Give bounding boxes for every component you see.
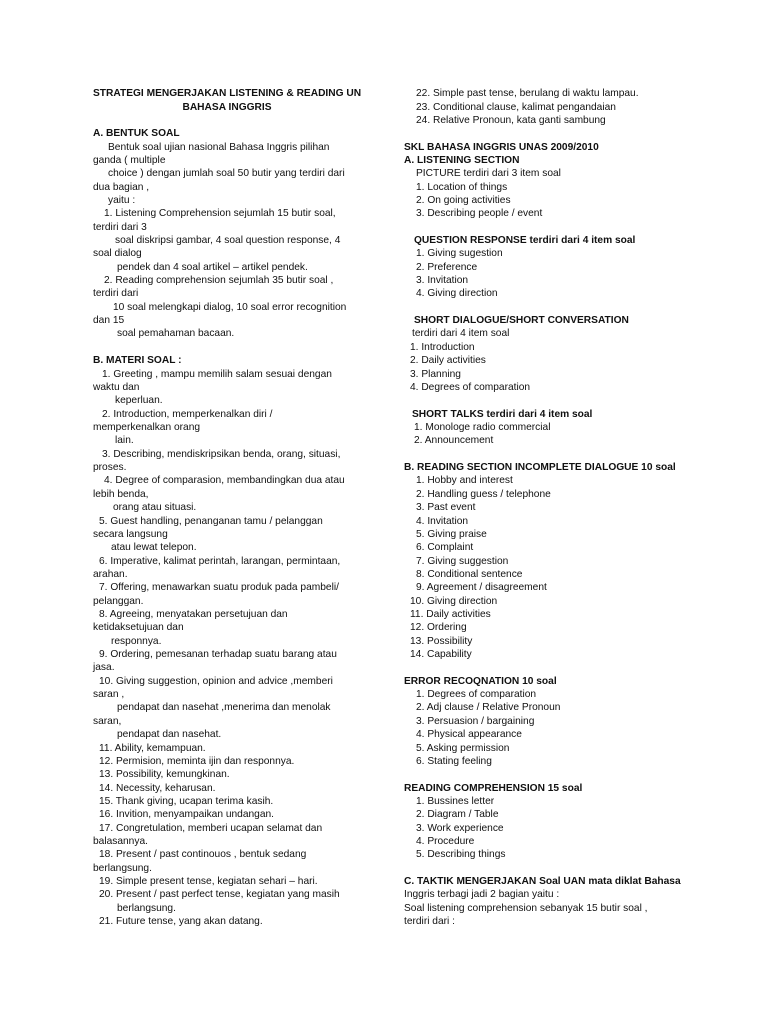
materi-line: berlangsung. (117, 903, 176, 914)
list-item: 11. Daily activities (410, 609, 491, 620)
materi-line: 16. Invition, menyampaikan undangan. (99, 809, 275, 820)
materi-line: proses. (93, 462, 127, 473)
list-item: 1. Introduction (410, 342, 475, 353)
list-item: 1. Hobby and interest (416, 475, 513, 486)
section-a-line: soal dialog (93, 248, 142, 259)
list-item: 2. Handling guess / telephone (416, 489, 551, 500)
skl-heading: SKL BAHASA INGGRIS UNAS 2009/2010 (404, 142, 599, 153)
list-item: 6. Complaint (416, 542, 474, 553)
materi-line: responnya. (111, 636, 162, 647)
section-a-line: dan 15 (93, 315, 125, 326)
materi-line: pendapat dan nasehat. (117, 729, 222, 740)
section-a-line: soal pemahaman bacaan. (117, 328, 235, 339)
list-item: 3. Work experience (416, 823, 504, 834)
materi-line: 24. Relative Pronoun, kata ganti sambung (416, 115, 606, 126)
list-item: 5. Describing things (416, 849, 506, 860)
section-a-line: terdiri dari (93, 288, 139, 299)
document-title-line-1: STRATEGI MENGERJAKAN LISTENING & READING UN (93, 88, 362, 99)
materi-line: 3. Describing, mendiskripsikan benda, orang, situasi, (102, 449, 341, 460)
list-item: 4. Invitation (416, 516, 469, 527)
section-b-heading: B. MATERI SOAL : (93, 355, 182, 366)
list-item: 1. Bussines letter (416, 796, 495, 807)
section-c-line: terdiri dari : (404, 916, 455, 927)
list-item: 1. Monologe radio commercial (414, 422, 551, 433)
materi-line: lain. (115, 435, 134, 446)
list-item: 2. Adj clause / Relative Pronoun (416, 702, 561, 713)
list-item: 2. Daily activities (410, 355, 486, 366)
list-item: 10. Giving direction (410, 596, 498, 607)
short-dialogue-subheading: terdiri dari 4 item soal (412, 328, 510, 339)
materi-line: 20. Present / past perfect tense, kegiatan yang masih (99, 889, 340, 900)
list-item: 5. Giving praise (416, 529, 487, 540)
materi-line: 15. Thank giving, ucapan terima kasih. (99, 796, 274, 807)
list-item: 12. Ordering (410, 622, 467, 633)
materi-line: pendapat dan nasehat ,menerima dan menolak (117, 702, 331, 713)
list-item: 3. Persuasion / bargaining (416, 716, 535, 727)
section-a-line: terdiri dari 3 (93, 222, 147, 233)
section-a-line: choice ) dengan jumlah soal 50 butir yang terdiri dari (108, 168, 345, 179)
materi-line: 12. Permision, meminta ijin dan responnya. (99, 756, 295, 767)
document-title-line-2: BAHASA INGGRIS (182, 102, 272, 113)
section-a-line: 2. Reading comprehension sejumlah 35 butir soal , (104, 275, 334, 286)
materi-line: 1. Greeting , mampu memilih salam sesuai dengan (102, 369, 332, 380)
section-c-heading: C. TAKTIK MENGERJAKAN Soal UAN mata diklat Bahasa (404, 876, 681, 887)
list-item: 4. Procedure (416, 836, 475, 847)
list-item: 1. Giving sugestion (416, 248, 503, 259)
section-a-line: 1. Listening Comprehension sejumlah 15 butir soal, (104, 208, 336, 219)
list-item: 4. Giving direction (416, 288, 498, 299)
materi-line: 13. Possibility, kemungkinan. (99, 769, 230, 780)
list-item: 7. Giving suggestion (416, 556, 509, 567)
section-a-line: Bentuk soal ujian nasional Bahasa Inggris pilihan (108, 142, 330, 153)
reading-section-heading: B. READING SECTION INCOMPLETE DIALOGUE 10 soal (404, 462, 676, 473)
section-a-line: ganda ( multiple (93, 155, 166, 166)
section-a-line: dua bagian , (93, 182, 150, 193)
materi-line: 10. Giving suggestion, opinion and advice ,memberi (99, 676, 333, 687)
list-item: 9. Agreement / disagreement (416, 582, 547, 593)
materi-line: 23. Conditional clause, kalimat pengandaian (416, 102, 616, 113)
list-item: 1. Location of things (416, 182, 508, 193)
picture-heading: PICTURE terdiri dari 3 item soal (416, 168, 561, 179)
materi-line: saran, (93, 716, 122, 727)
materi-line: balasannya. (93, 836, 148, 847)
section-a-line: yaitu : (108, 195, 136, 206)
materi-line: saran , (93, 689, 125, 700)
materi-line: 22. Simple past tense, berulang di waktu lampau. (416, 88, 639, 99)
short-talks-heading: SHORT TALKS terdiri dari 4 item soal (412, 409, 593, 420)
materi-line: 5. Guest handling, penanganan tamu / pelanggan (99, 516, 323, 527)
materi-line: pelanggan. (93, 596, 144, 607)
reading-comprehension-heading: READING COMPREHENSION 15 soal (404, 783, 583, 794)
listening-section-heading: A. LISTENING SECTION (404, 155, 520, 166)
materi-line: 17. Congretulation, memberi ucapan selamat dan (99, 823, 323, 834)
list-item: 2. Preference (416, 262, 478, 273)
list-item: 6. Stating feeling (416, 756, 492, 767)
materi-line: 9. Ordering, pemesanan terhadap suatu barang atau (99, 649, 337, 660)
materi-line: 14. Necessity, keharusan. (99, 783, 216, 794)
materi-line: 11. Ability, kemampuan. (99, 743, 206, 754)
materi-line: waktu dan (93, 382, 140, 393)
section-c-line: Soal listening comprehension sebanyak 15 butir soal , (404, 903, 648, 914)
list-item: 2. Diagram / Table (416, 809, 499, 820)
materi-line: 6. Imperative, kalimat perintah, larangan, permintaan, (99, 556, 341, 567)
section-c-line: Inggris terbagi jadi 2 bagian yaitu : (404, 889, 560, 900)
materi-line: arahan. (93, 569, 128, 580)
materi-line: keperluan. (115, 395, 163, 406)
list-item: 1. Degrees of comparation (416, 689, 537, 700)
materi-line: 4. Degree of comparasion, membandingkan dua atau (104, 475, 345, 486)
list-item: 5. Asking permission (416, 743, 510, 754)
list-item: 4. Physical appearance (416, 729, 522, 740)
list-item: 2. On going activities (416, 195, 511, 206)
materi-line: atau lewat telepon. (111, 542, 197, 553)
section-a-heading: A. BENTUK SOAL (93, 128, 180, 139)
materi-line: orang atau situasi. (113, 502, 197, 513)
materi-line: 7. Offering, menawarkan suatu produk pada pambeli/ (99, 582, 339, 593)
list-item: 8. Conditional sentence (416, 569, 523, 580)
list-item: 14. Capability (410, 649, 472, 660)
list-item: 13. Possibility (410, 636, 473, 647)
list-item: 2. Announcement (414, 435, 494, 446)
materi-line: 18. Present / past continouos , bentuk sedang (99, 849, 307, 860)
error-recognition-heading: ERROR RECOQNATION 10 soal (404, 676, 557, 687)
list-item: 4. Degrees of comparation (410, 382, 531, 393)
list-item: 3. Planning (410, 369, 461, 380)
materi-line: berlangsung. (93, 863, 152, 874)
section-a-line: 10 soal melengkapi dialog, 10 soal error recognition (113, 302, 347, 313)
question-response-heading: QUESTION RESPONSE terdiri dari 4 item soal (414, 235, 636, 246)
section-a-line: soal diskripsi gambar, 4 soal question response, 4 (115, 235, 341, 246)
materi-line: 2. Introduction, memperkenalkan diri / (102, 409, 273, 420)
materi-line: 8. Agreeing, menyatakan persetujuan dan (99, 609, 288, 620)
materi-line: jasa. (93, 662, 115, 673)
materi-line: lebih benda, (93, 489, 149, 500)
materi-line: 21. Future tense, yang akan datang. (99, 916, 263, 927)
short-dialogue-heading: SHORT DIALOGUE/SHORT CONVERSATION (414, 315, 629, 326)
materi-line: memperkenalkan orang (93, 422, 201, 433)
section-a-line: pendek dan 4 soal artikel – artikel pendek. (117, 262, 308, 273)
materi-line: 19. Simple present tense, kegiatan sehari – hari. (99, 876, 318, 887)
list-item: 3. Past event (416, 502, 476, 513)
list-item: 3. Describing people / event (416, 208, 543, 219)
materi-line: ketidaksetujuan dan (93, 622, 184, 633)
list-item: 3. Invitation (416, 275, 469, 286)
materi-line: secara langsung (93, 529, 168, 540)
